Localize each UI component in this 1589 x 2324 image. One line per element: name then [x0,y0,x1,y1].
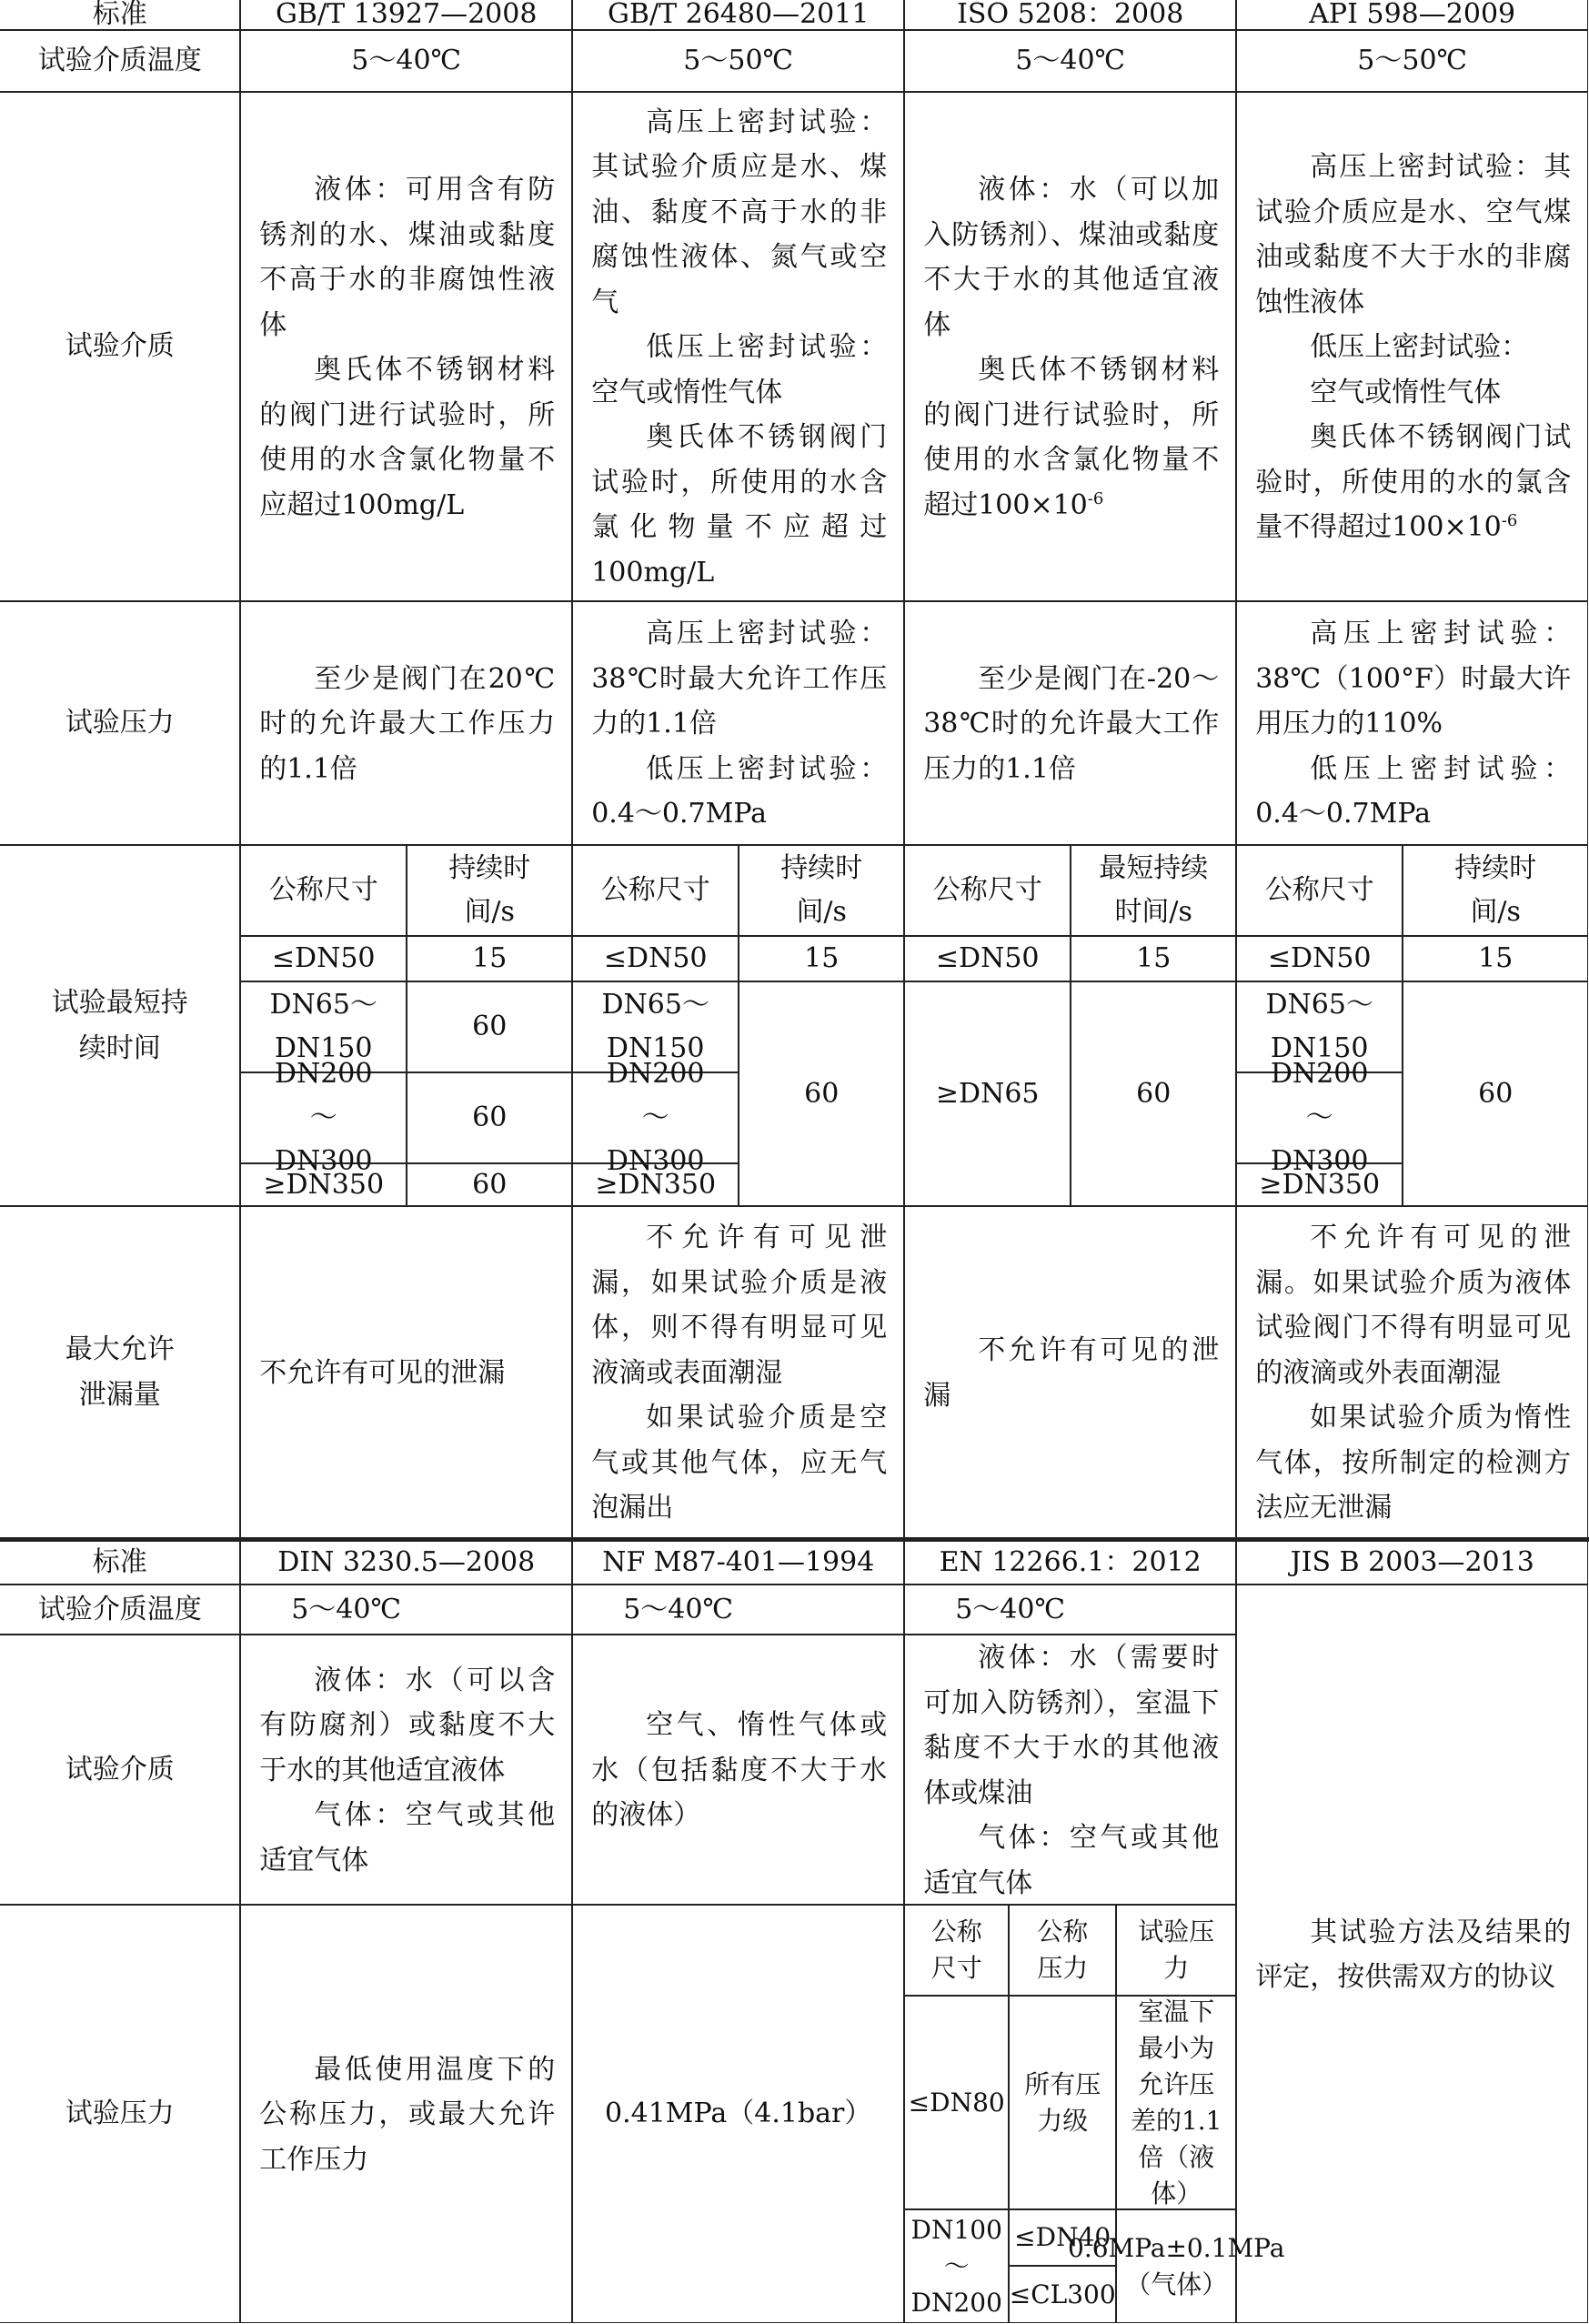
dur-gb13927-time-1: 15 [407,936,572,981]
dur-gb13927-size-3: DN200～DN300 [240,1072,407,1163]
medium2-en-p2: 气体：空气或其他适宜气体 [923,1822,1220,1899]
en-press-nominal-2b: ≤CL300 [1009,2266,1116,2323]
medium-gb26480-p3: 奥氏体不锈钢阀门试验时，所使用的水含氯化物量不应超过100mg/L [591,421,888,589]
pressure2-nf: 0.41MPa（4.1bar） [572,1905,904,2323]
pressure2-din [240,1905,572,2323]
pressure-api598-p1: 高压上密封试验：38℃（100°F）时最大许用压力的110% [1255,618,1572,740]
header2-jis: JIS B 2003—2013 [1236,1541,1588,1585]
en-press-head-size: 公称尺寸 [904,1905,1009,1996]
medium-gb13927-p2: 奥氏体不锈钢材料的阀门进行试验时，所使用的水含氯化物量不应超过100mg/L [259,354,556,521]
header2-nf: NF M87-401—1994 [572,1541,904,1585]
pressure-gb26480-p1: 高压上密封试验：38℃时最大允许工作压力的1.1倍 [591,618,888,740]
dur-gb26480-time-2: 60 [739,981,904,1206]
row2-label-pressure [0,1905,240,2323]
medium-api598-p1: 高压上密封试验：其试验介质应是水、空气煤油或黏度不大于水的非腐蚀性液体 [1255,151,1572,318]
medium-gb13927-p1: 液体：可用含有防锈剂的水、煤油或黏度不高于水的非腐蚀性液体 [259,174,556,341]
medium-iso5208-p1: 液体：水（可以加入防锈剂）、煤油或黏度不大于水的其他适宜液体 [923,174,1220,341]
dur-gb13927-time-3: 60 [407,1072,572,1163]
row-label-duration [0,845,240,1206]
pressure-iso5208 [904,601,1236,845]
dur-api598-time-1: 15 [1403,936,1588,981]
medium-api598-p3: 空气或惰性气体 [1310,376,1502,408]
header-api598: API 598—2009 [1236,0,1588,30]
leakage-iso5208-p1: 不允许有可见的泄漏 [923,1334,1220,1412]
row-label-pressure [0,601,240,845]
dur-gb26480-size-4: ≥DN350 [572,1163,739,1206]
dur-api598-size-1: ≤DN50 [1236,936,1403,981]
medium-iso5208-p2-text: 奥氏体不锈钢材料的阀门进行试验时，所使用的水含氯化物量不超过100×10 [923,354,1220,521]
en-press-size-2: DN100～DN200 [904,2209,1009,2323]
medium2-din-p2: 气体：空气或其他适宜气体 [259,1799,556,1876]
medium-iso5208-exponent: -6 [1087,488,1104,508]
en-press-nominal-2a: ≤DN40 [1009,2209,1116,2266]
header-gb13927: GB/T 13927—2008 [240,0,572,30]
medium-api598-exponent: -6 [1501,511,1518,531]
medium-iso5208-p2 [923,347,1219,528]
dur-iso5208-head-size: 公称尺寸 [904,845,1071,936]
dur-gb13927-time-4: 60 [407,1163,572,1206]
leakage-gb26480-p1: 不允许有可见泄漏，如果试验介质是液体，则不得有明显可见液滴或表面潮湿 [591,1222,888,1389]
medium-gb26480-p2: 低压上密封试验：空气或惰性气体 [591,331,888,408]
dur-gb13927-size-4: ≥DN350 [240,1163,407,1206]
en-press-nominal-1: 所有压力级 [1009,1996,1116,2209]
temperature2-en: 5～40℃ [904,1585,1236,1635]
dur-gb13927-size-1: ≤DN50 [240,936,407,981]
dur-gb26480-size-2: DN65～DN150 [572,981,739,1072]
medium-iso5208 [904,92,1236,601]
dur-gb26480-head-size: 公称尺寸 [572,845,739,936]
dur-api598-head-size: 公称尺寸 [1236,845,1403,936]
jis-note-text: 其试验方法及结果的评定，按供需双方的协议 [1255,1916,1572,1994]
dur-gb26480-time-1: 15 [739,936,904,981]
dur-gb13927-size-2: DN65～DN150 [240,981,407,1072]
pressure-api598 [1236,601,1588,845]
medium-api598-p4 [1255,415,1571,550]
pressure2-label-text: 试验压力 [65,2098,175,2130]
dur-gb26480-size-3: DN200～DN300 [572,1072,739,1163]
leakage-gb13927-p1: 不允许有可见的泄漏 [259,1356,506,1389]
medium-api598-p2: 低压上密封试验： [1310,331,1529,364]
medium-api598 [1236,92,1588,601]
leakage-gb26480-p2: 如果试验介质是空气或其他气体，应无气泡漏出 [591,1402,888,1524]
temperature-iso5208: 5～40℃ [904,30,1236,92]
pressure-gb26480-p2: 低压上密封试验：0.4～0.7MPa [591,752,888,830]
header2-label: 标准 [0,1541,240,1585]
dur-iso5208-size-2: ≥DN65 [904,981,1071,1206]
en-press-size-1: ≤DN80 [904,1996,1009,2209]
en-press-head-nominal: 公称压力 [1009,1905,1116,1996]
row-label-leakage [0,1206,240,1538]
en-press-test-2: 0.6MPa±0.1MPa（气体） [1116,2209,1236,2323]
dur-api598-size-3: DN200～DN300 [1236,1072,1403,1163]
header-iso5208: ISO 5208：2008 [904,0,1236,30]
row2-label-medium [0,1635,240,1905]
dur-iso5208-size-1: ≤DN50 [904,936,1071,981]
temperature2-din: 5～40℃ [240,1585,572,1635]
medium2-en-p1: 液体：水（需要时可加入防锈剂），室温下黏度不大于水的其他液体或煤油 [923,1642,1220,1809]
leakage-api598-p1: 不允许有可见的泄漏。如果试验介质为液体试验阀门不得有明显可见的液滴或外表面潮湿 [1255,1222,1572,1389]
dur-api598-head-time: 持续时间/s [1403,845,1588,936]
leakage-gb26480 [572,1206,904,1538]
dur-gb13927-head-time: 持续时间/s [407,845,572,936]
dur-gb26480-head-time: 持续时间/s [739,845,904,936]
leakage-iso5208 [904,1206,1236,1538]
temperature-gb26480: 5～50℃ [572,30,904,92]
medium2-nf [572,1635,904,1905]
row2-label-temperature: 试验介质温度 [0,1585,240,1635]
dur-gb13927-head-size: 公称尺寸 [240,845,407,936]
dur-gb13927-time-2: 60 [407,981,572,1072]
temperature-gb13927: 5～40℃ [240,30,572,92]
en-press-test-1: 室温下最小为允许压差的1.1倍（液体） [1116,1996,1236,2209]
dur-api598-time-2: 60 [1403,981,1588,1206]
dur-iso5208-time-1: 15 [1071,936,1236,981]
medium2-nf-p1: 空气、惰性气体或水（包括黏度不大于水的液体） [591,1709,888,1832]
medium-gb26480 [572,92,904,601]
dur-api598-size-2: DN65～DN150 [1236,981,1403,1072]
header2-en: EN 12266.1：2012 [904,1541,1236,1585]
medium-gb26480-p1: 高压上密封试验：其试验介质应是水、煤油、黏度不高于水的非腐蚀性液体、氮气或空气 [591,106,888,318]
pressure-label-text: 试验压力 [65,707,175,739]
jis-agreement-note [1236,1585,1588,2323]
medium2-din-p1: 液体：水（可以含有防腐剂）或黏度不大于水的其他适宜液体 [259,1664,556,1786]
header-label: 标准 [0,0,240,30]
en-press-head-test: 试验压力 [1116,1905,1236,1996]
medium-api598-p4-text: 奥氏体不锈钢阀门试验时，所使用的水的氯含量不得超过100×10 [1255,421,1572,544]
duration-label-text: 试验最短持续时间 [51,986,188,1064]
pressure-iso5208-p1: 至少是阀门在-20～38℃时的允许最大工作压力的1.1倍 [923,662,1220,785]
dur-iso5208-head-time: 最短持续时间/s [1071,845,1236,936]
dur-iso5208-time-2: 60 [1071,981,1236,1206]
leakage-api598 [1236,1206,1588,1538]
medium2-en [904,1635,1236,1905]
pressure2-din-p1: 最低使用温度下的公称压力，或最大允许工作压力 [259,2053,556,2176]
row-label-temperature: 试验介质温度 [0,30,240,92]
leakage-gb13927 [240,1206,572,1538]
row-label-medium [0,92,240,601]
leakage-api598-p2: 如果试验介质为惰性气体，按所制定的检测方法应无泄漏 [1255,1402,1572,1524]
header2-din: DIN 3230.5—2008 [240,1541,572,1585]
temperature-api598: 5～50℃ [1236,30,1588,92]
temperature2-nf: 5～40℃ [572,1585,904,1635]
pressure-gb26480 [572,601,904,845]
dur-gb26480-size-1: ≤DN50 [572,936,739,981]
medium-gb13927 [240,92,572,601]
medium2-label-text: 试验介质 [65,1753,175,1786]
pressure-gb13927 [240,601,572,845]
medium-label-text: 试验介质 [65,330,175,363]
dur-api598-size-4: ≥DN350 [1236,1163,1403,1206]
pressure-gb13927-p1: 至少是阀门在20℃时的允许最大工作压力的1.1倍 [259,662,556,785]
medium2-din [240,1635,572,1905]
header-gb26480: GB/T 26480—2011 [572,0,904,30]
leakage-label-text: 最大允许泄漏量 [65,1333,175,1411]
pressure-api598-p2: 低压上密封试验：0.4～0.7MPa [1255,752,1572,830]
